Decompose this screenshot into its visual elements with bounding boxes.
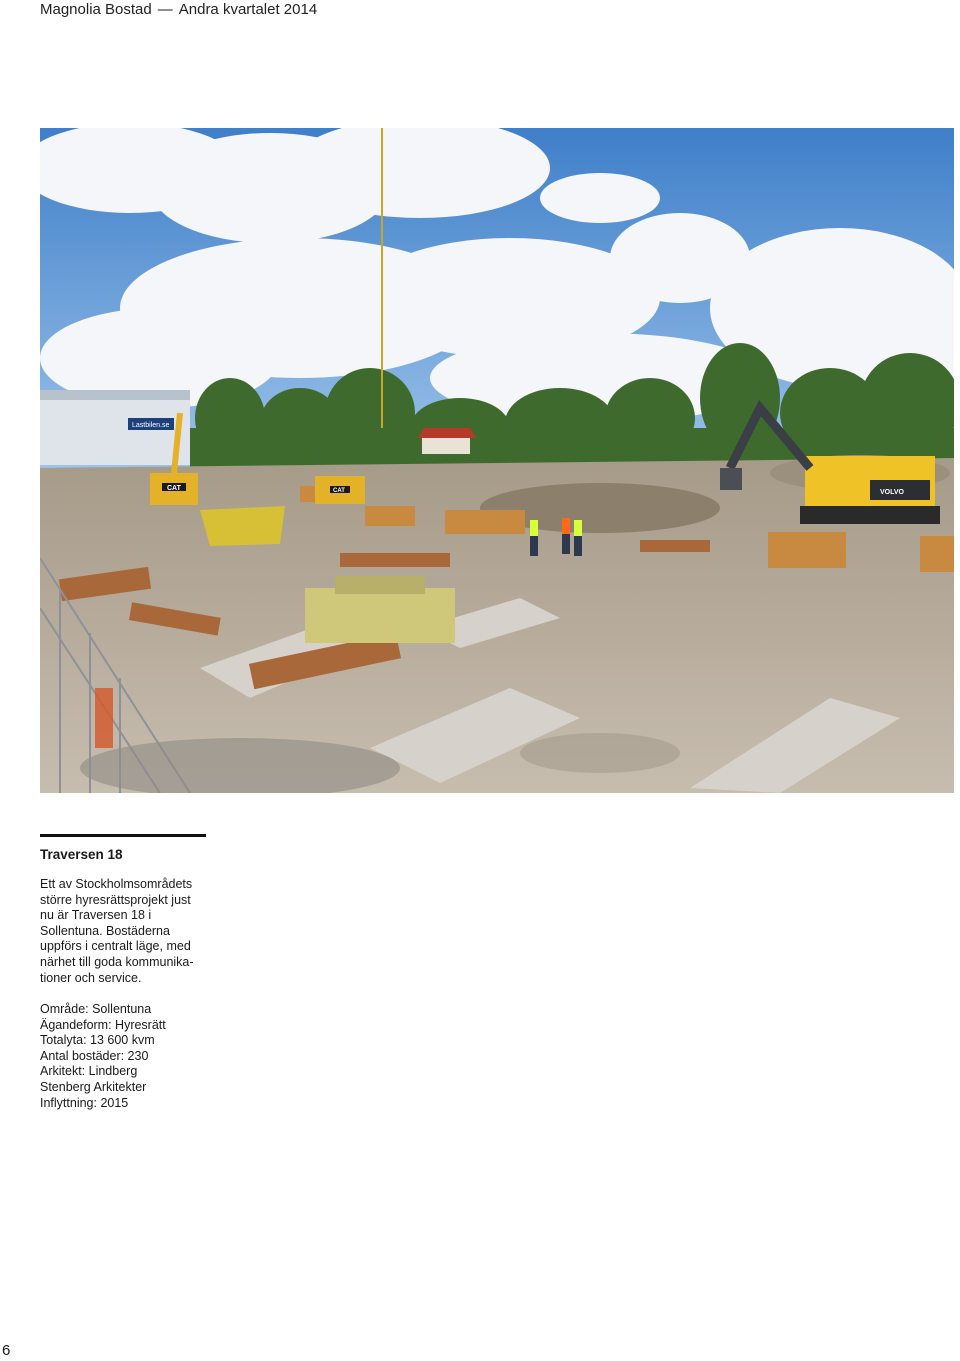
project-intro	[40, 877, 208, 986]
intro-line: större hyresrättsprojekt just	[40, 892, 191, 907]
fact-architect: Arkitekt: Lindberg	[40, 1064, 138, 1079]
project-facts	[40, 1002, 166, 1111]
lastbilen-sign: Lastbilen.se	[132, 422, 170, 429]
intro-line: Ett av Stockholmsområdets	[40, 877, 193, 891]
fact-architect-cont: Stenberg Arkitekter	[40, 1079, 147, 1094]
intro-line: uppförs i centralt läge, med	[40, 939, 191, 954]
section-rule	[40, 834, 206, 837]
header-separator: —	[157, 1, 173, 18]
cat-sign-2: CAT	[333, 488, 345, 494]
page-header	[40, 0, 317, 20]
skip-container	[200, 506, 285, 546]
page-number: 6	[2, 1342, 11, 1359]
cat-sign-1: CAT	[167, 485, 181, 492]
fact-area: Område: Sollentuna	[40, 1002, 152, 1016]
formwork-block	[305, 588, 455, 643]
fact-total-area: Totalyta: 13 600 kvm	[40, 1033, 155, 1048]
project-title: Traversen 18	[40, 847, 123, 862]
construction-site-photo	[40, 128, 954, 793]
report-title: Andra kvartalet 2014	[178, 1, 318, 18]
fact-move-in: Inflyttning: 2015	[40, 1095, 129, 1110]
fact-unit-count: Antal bostäder: 230	[40, 1048, 149, 1063]
intro-line: närhet till goda kommunika-	[40, 954, 194, 969]
intro-line: Sollentuna. Bostäderna	[40, 923, 170, 938]
intro-line: nu är Traversen 18 i	[40, 908, 152, 923]
fact-tenure: Ägandeform: Hyresrätt	[40, 1017, 166, 1032]
compact-loader	[315, 476, 365, 504]
intro-line: tioner och service.	[40, 970, 142, 985]
volvo-sign: VOLVO	[880, 489, 904, 496]
company-name: Magnolia Bostad	[40, 1, 152, 18]
